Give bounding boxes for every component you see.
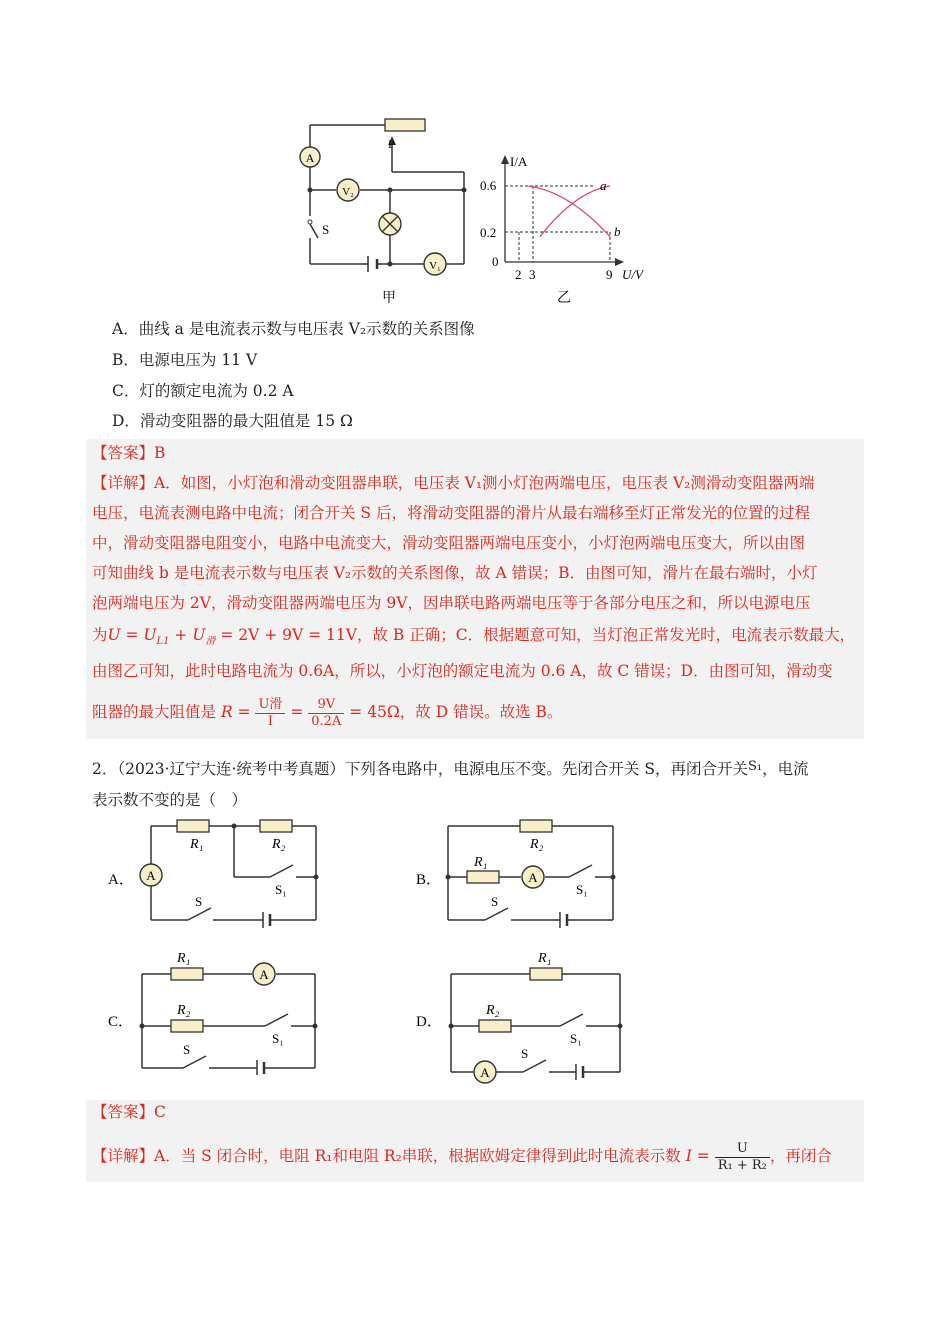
q1-detail-line-5: 泡两端电压为 2V，滑动变阻器两端电压为 9V，因串联电路两端电压等于各部分电压之和，所以电源电压	[92, 594, 811, 612]
graph-ylabel: I/A	[510, 154, 528, 169]
q2-circuit-b	[410, 815, 640, 935]
q1-answer: 【答案】B	[92, 444, 166, 462]
figure1-graph	[478, 148, 658, 310]
svg-text:S: S	[521, 1046, 529, 1061]
svg-text:S₁: S₁	[275, 882, 287, 897]
ammeter-label: A	[305, 151, 315, 165]
resistance-fraction-1: $\frac{\text{U滑}}{I}$	[255, 697, 285, 730]
q1-detail-line-2: 电压，电流表测电路中电流；闭合开关 S 后，将滑动变阻器的滑片从最右端移至灯正常发光的位置的过程	[92, 504, 810, 522]
svg-text:A: A	[528, 870, 538, 885]
resistance-fraction-2: $\frac{9V}{0.2A}$	[308, 697, 344, 730]
xtick-9: 9	[606, 267, 613, 282]
q1-option-d: D．滑动变阻器的最大阻值是 15 Ω	[112, 412, 353, 430]
source-voltage-equation: $U = U_{L1} + U_滑$	[107, 626, 216, 648]
svg-text:A: A	[259, 967, 269, 982]
q1-detail-line-3: 中，滑动变阻器电阻变小，电路中电流变大，滑动变阻器两端电压变小，小灯泡两端电压变大，所以由图	[92, 534, 806, 552]
q1-detail-line-7: 由图乙可知，此时电路电流为 0.6A，所以，小灯泡的额定电流为 0.6 A，故 C 错误；D．由图可知，滑动变	[92, 662, 833, 680]
svg-text:D．: D．	[416, 1014, 442, 1030]
svg-text:S: S	[183, 1042, 191, 1057]
svg-text:R₁: R₁	[538, 951, 552, 966]
q2-circuit-d	[410, 945, 640, 1085]
figure1-circuit	[290, 110, 480, 310]
svg-text:R₁: R₁	[474, 855, 488, 870]
current-fraction: $\frac{U}{\text{R₁ + R₂}}$	[715, 1141, 770, 1174]
v1-label: V₁	[429, 260, 441, 272]
q2-stem-line-2: 表示数不变的是（ ）	[92, 791, 248, 809]
xtick-2: 2	[515, 267, 522, 282]
q1-detail-line-1: 【详解】A．如图，小灯泡和滑动变阻器串联，电压表 V₁测小灯泡两端电压，电压表 V₂测滑动变阻器两端	[92, 474, 815, 492]
slider-label: P	[388, 137, 395, 151]
graph-xlabel: U/V	[622, 267, 643, 282]
svg-text:S₁: S₁	[576, 882, 588, 897]
q2-detail-line-1: 【详解】A．当 S 闭合时，电阻 R₁和电阻 R₂串联，根据欧姆定律得到此时电流表示数 I = $\frac{U}{\text{R₁ + R₂}}$ ，再闭合	[92, 1140, 832, 1173]
svg-text:S: S	[491, 894, 499, 909]
q1-detail-line-4: 可知曲线 b 是电流表示数与电压表 V₂示数的关系图像，故 A 错误；B．由图可知，滑片在最右端时，小灯	[92, 564, 818, 582]
ytick-0.6: 0.6	[480, 178, 497, 193]
svg-text:A．: A．	[108, 872, 134, 888]
graph-caption: 乙	[557, 291, 571, 306]
svg-text:B．: B．	[416, 872, 442, 888]
svg-text:R₁: R₁	[190, 837, 204, 852]
curve-a-label: a	[600, 178, 607, 193]
svg-text:R₂: R₂	[177, 1003, 191, 1018]
ytick-0: 0	[492, 254, 499, 269]
svg-text:C．: C．	[108, 1014, 134, 1030]
svg-text:S₁: S₁	[272, 1031, 284, 1046]
v2-label: V₂	[342, 186, 354, 198]
q2-stem-line-1: 2．（2023·辽宁大连·统考中考真题）下列各电路中，电源电压不变。先闭合开关 S，再闭合开关$^{S_1}$，电流	[92, 759, 809, 778]
svg-text:R₁: R₁	[177, 951, 191, 966]
q2-circuit-c	[100, 945, 330, 1075]
q2-circuit-a	[100, 815, 330, 935]
svg-text:A: A	[480, 1065, 490, 1080]
svg-text:A: A	[146, 868, 156, 883]
svg-text:R₂: R₂	[272, 837, 286, 852]
curve-a	[540, 186, 610, 237]
q1-detail-line-6: 为$U = U_{L1} + U_滑 = 2V + 9V = 11V$，故 B 正确；C．根据题意可知，当灯泡正常发光时，电流表示数最大，	[92, 626, 856, 648]
q2-answer: 【答案】C	[92, 1103, 166, 1121]
curve-b-label: b	[614, 224, 621, 239]
svg-text:S₁: S₁	[570, 1031, 582, 1046]
circuit-caption: 甲	[382, 291, 396, 306]
svg-text:R₂: R₂	[530, 837, 544, 852]
svg-text:R₂: R₂	[486, 1003, 500, 1018]
ytick-0.2: 0.2	[480, 225, 497, 240]
q1-option-b: B．电源电压为 11 V	[112, 351, 258, 369]
q1-option-a: A．曲线 a 是电流表示数与电压表 V₂示数的关系图像	[112, 320, 475, 338]
svg-text:S: S	[195, 894, 203, 909]
q1-detail-line-8: 阻器的最大阻值是 R = $\frac{\text{U滑}}{I}$ = $\frac{9V}{0.2A}$ = 45Ω，故 D 错误。故选 B。	[92, 696, 563, 729]
curve-b	[528, 186, 610, 237]
xtick-3: 3	[529, 267, 536, 282]
q1-option-c: C．灯的额定电流为 0.2 A	[112, 382, 294, 400]
switch-label: S	[322, 222, 330, 237]
